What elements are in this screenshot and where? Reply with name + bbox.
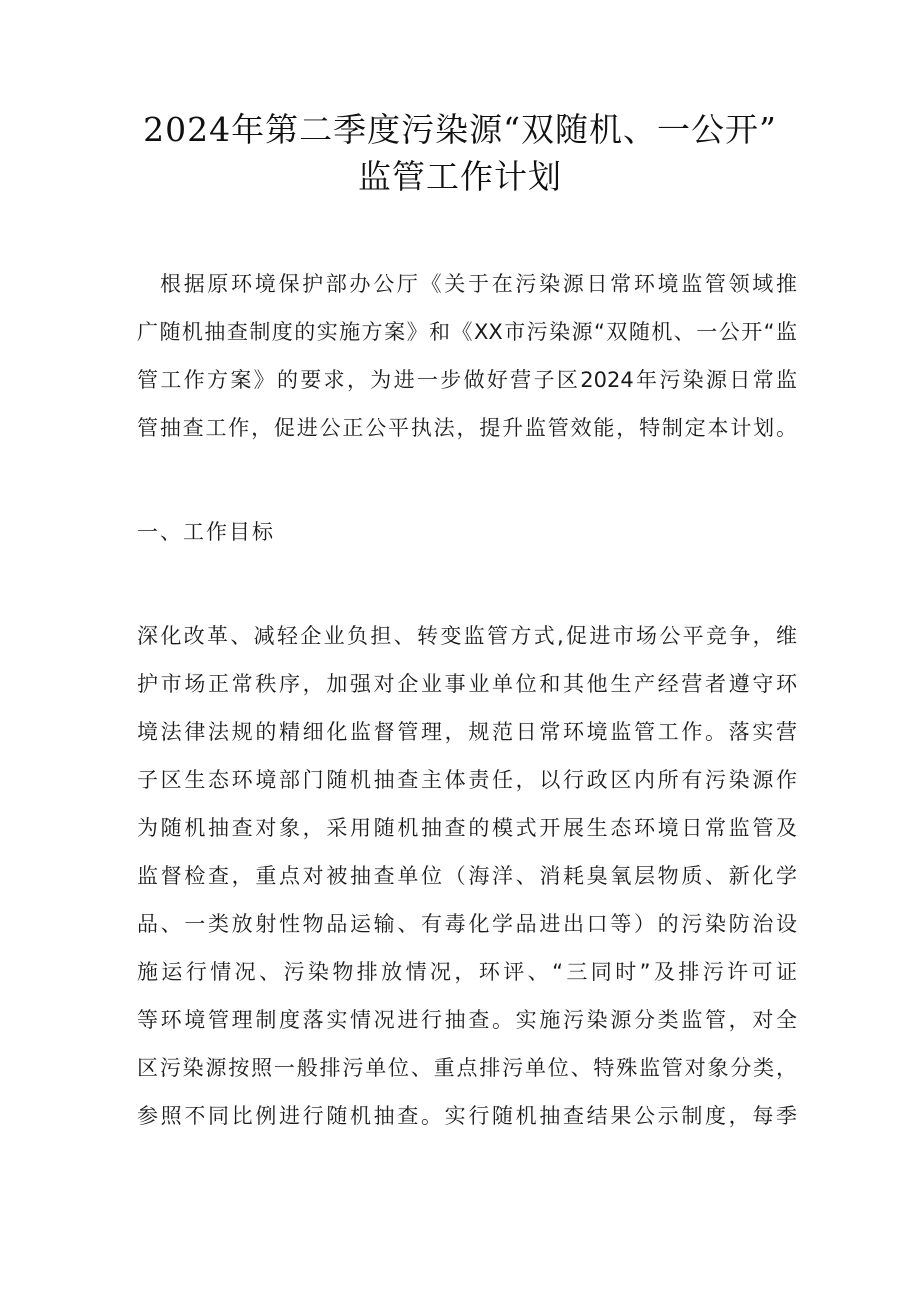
paragraph-line: 施运行情况、污染物排放情况，环评、“三同时”及排污许可证 (137, 960, 797, 984)
paragraph-line: 品、一类放射性物品运输、有毒化学品进出口等）的污染防治设 (137, 912, 797, 936)
paragraph-line: 管工作方案》的要求，为进一步做好营子区2024年污染源日常监 (137, 368, 797, 392)
paragraph-line: 监督检查，重点对被抽查单位（海洋、消耗臭氧层物质、新化学 (137, 864, 797, 888)
paragraph-line: 深化改革、减轻企业负担、转变监管方式,促进市场公平竞争，维 (137, 624, 797, 648)
paragraph-line: 区污染源按照一般排污单位、重点排污单位、特殊监管对象分类， (137, 1056, 797, 1080)
document-title-line-2: 监管工作计划 (358, 157, 562, 196)
paragraph-line: 管抽查工作，促进公正公平执法，提升监管效能，特制定本计划。 (137, 416, 797, 440)
paragraph-line: 根据原环境保护部办公厅《关于在污染源日常环境监管领域推 (160, 272, 797, 296)
paragraph-line: 护市场正常秩序，加强对企业事业单位和其他生产经营者遵守环 (137, 672, 797, 696)
paragraph-line: 境法律法规的精细化监督管理，规范日常环境监管工作。落实营 (137, 720, 797, 744)
document-title-line-1: 2024年第二季度污染源“双随机、一公开” (143, 110, 777, 149)
paragraph-line: 子区生态环境部门随机抽查主体责任，以行政区内所有污染源作 (137, 768, 797, 792)
paragraph-line: 参照不同比例进行随机抽查。实行随机抽查结果公示制度，每季 (137, 1104, 797, 1128)
section-heading-work-goals: 一、工作目标 (137, 520, 275, 544)
paragraph-line: 广随机抽查制度的实施方案》和《XX市污染源“双随机、一公开“监 (137, 320, 797, 344)
paragraph-line: 等环境管理制度落实情况进行抽查。实施污染源分类监管，对全 (137, 1008, 797, 1032)
paragraph-line: 为随机抽查对象，采用随机抽查的模式开展生态环境日常监管及 (137, 816, 797, 840)
